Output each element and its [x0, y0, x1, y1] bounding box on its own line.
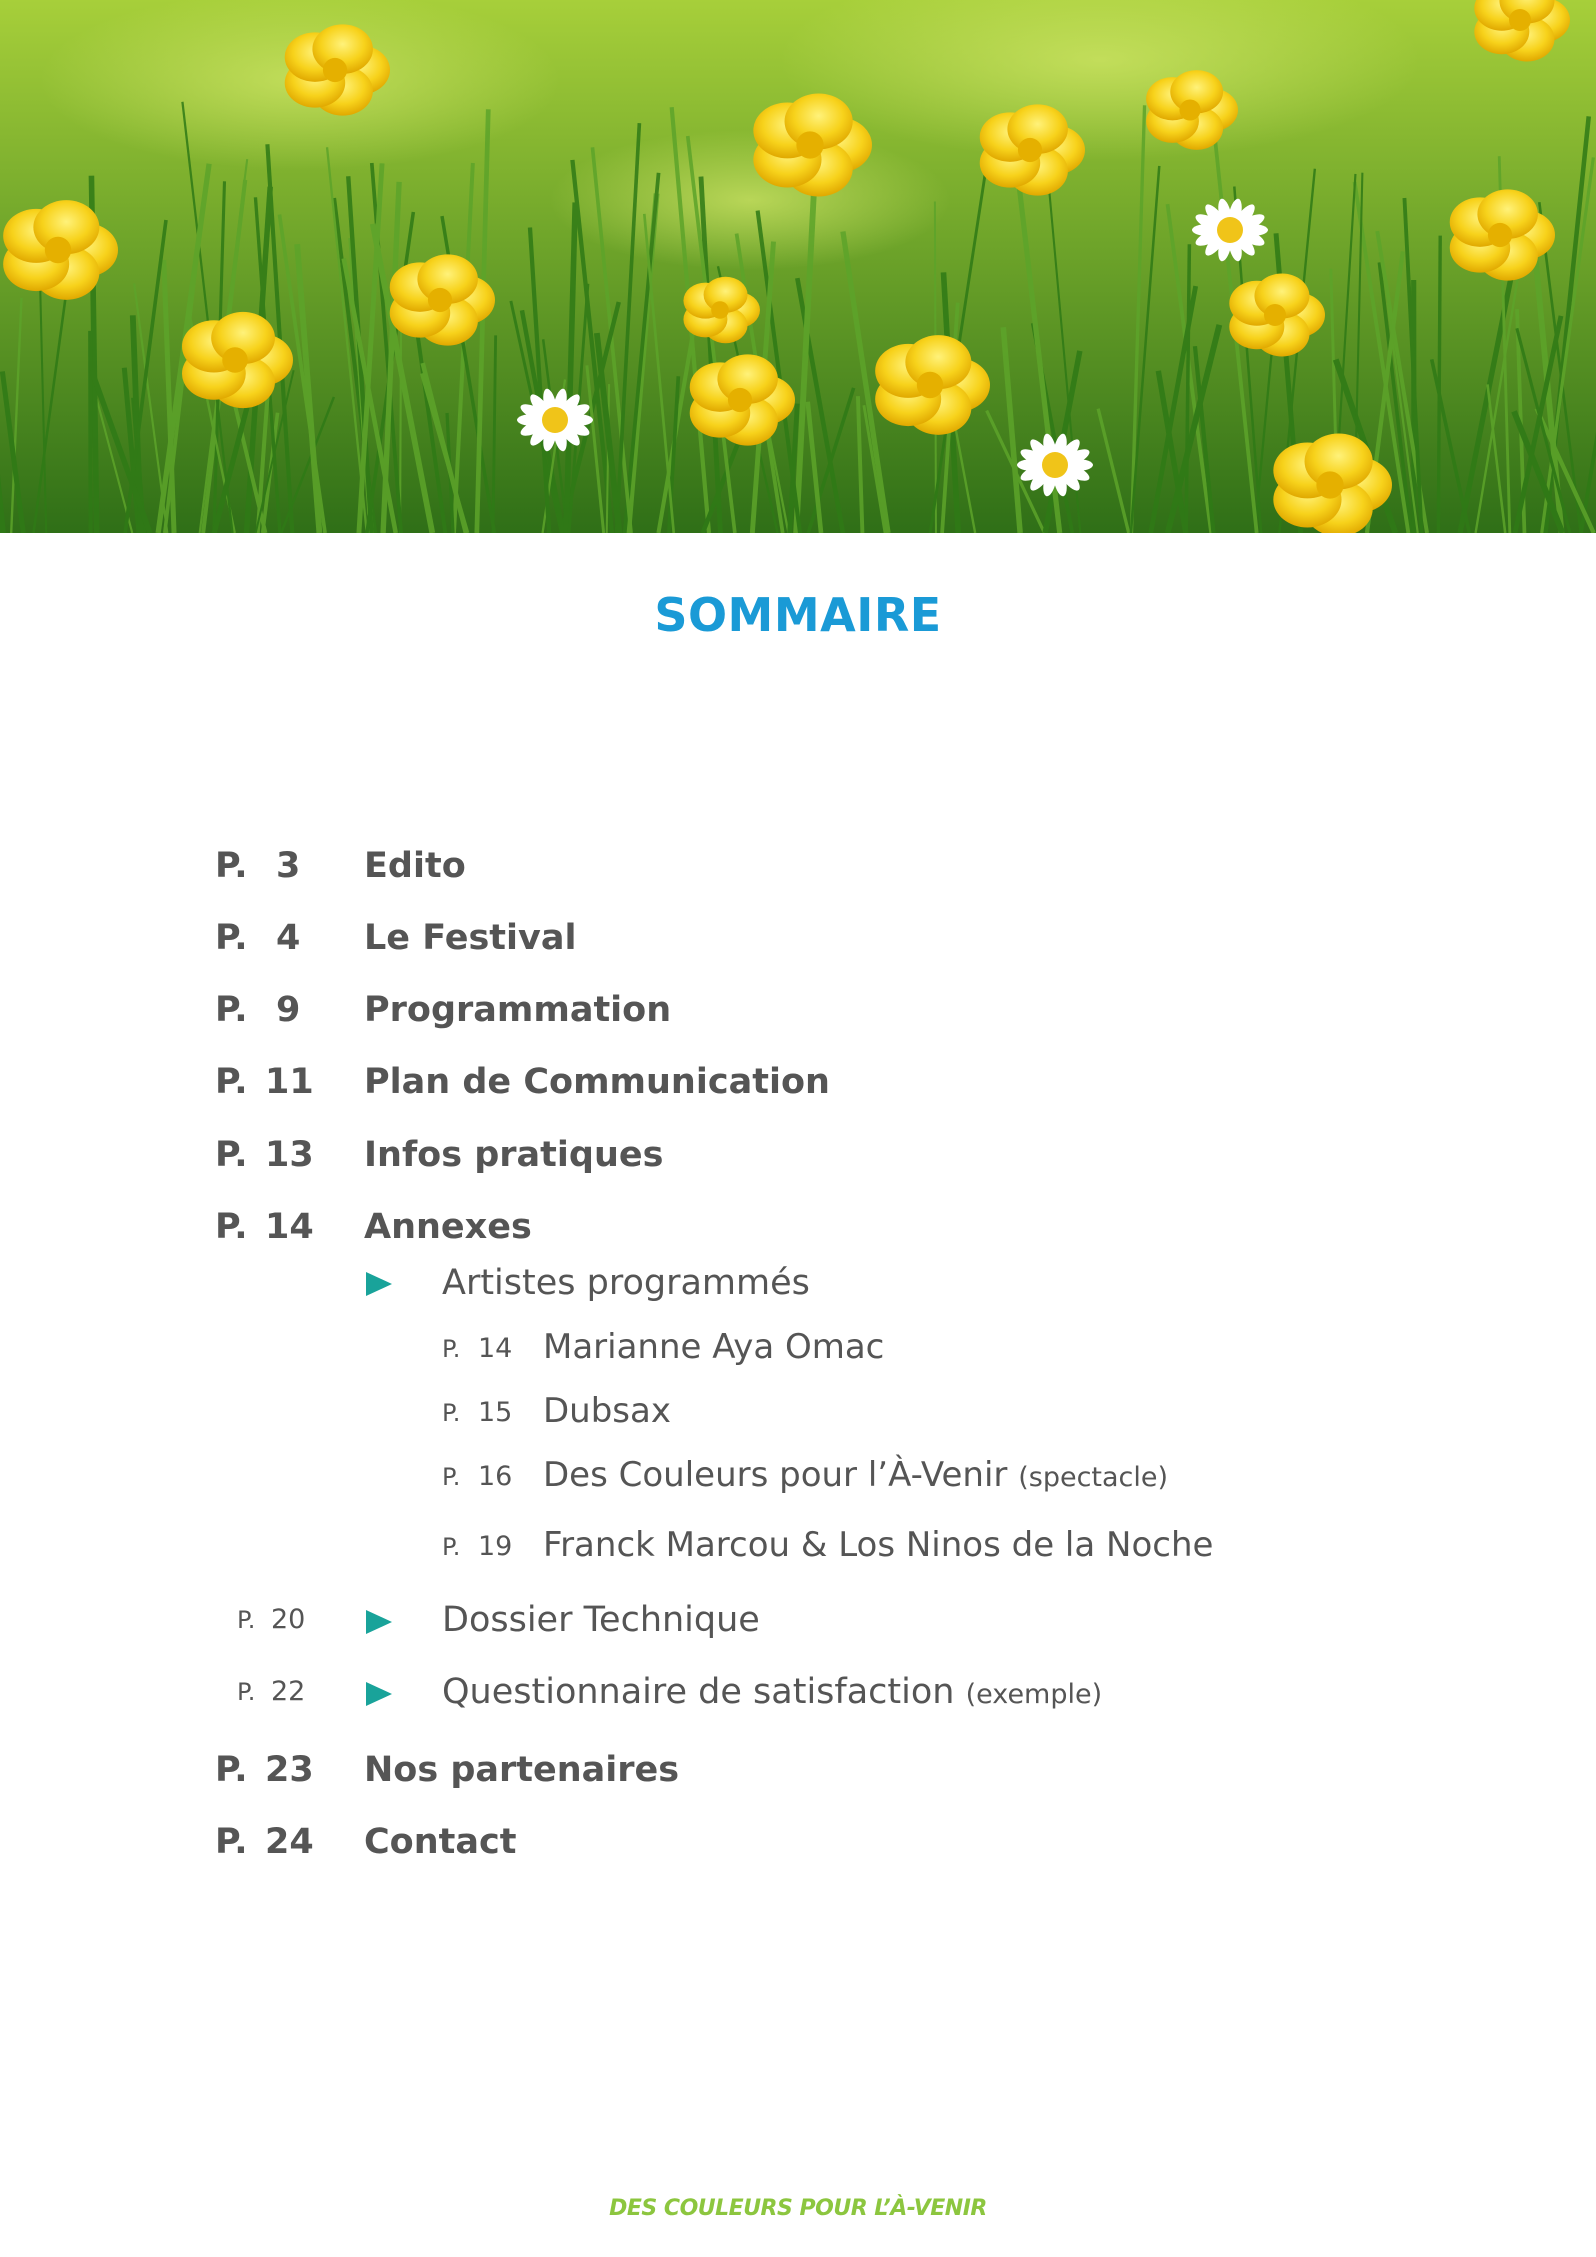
page-number: 16 — [478, 1461, 513, 1492]
annex-entry-title — [442, 1672, 1102, 1712]
page-number: 23 — [265, 1750, 314, 1790]
page-prefix: P. — [215, 846, 248, 886]
header-photo — [0, 0, 1596, 533]
page-number: 19 — [478, 1531, 513, 1562]
triangle-bullet-icon — [366, 1682, 392, 1706]
artist-name — [543, 1455, 1168, 1495]
page-prefix: P. — [215, 1750, 248, 1790]
page-prefix: P. — [442, 1463, 461, 1491]
page-number: 20 — [271, 1604, 306, 1635]
page-number: 3 — [276, 846, 301, 886]
page-prefix: P. — [237, 1606, 256, 1634]
annex-entry-text: Dossier Technique — [442, 1600, 760, 1640]
artist-name — [543, 1525, 1213, 1565]
toc-entry-page — [215, 1750, 314, 1790]
meadow-flowers-image — [0, 0, 1596, 533]
page-number: 14 — [478, 1333, 513, 1364]
toc-entry-title: Infos pratiques — [364, 1135, 664, 1175]
page-prefix: P. — [215, 990, 248, 1030]
toc-entry-page — [215, 918, 301, 958]
artist-name — [543, 1391, 671, 1431]
toc-entry-title: Contact — [364, 1822, 517, 1862]
page-number: 15 — [478, 1397, 513, 1428]
page-prefix: P. — [215, 1822, 248, 1862]
toc-entry-page — [215, 1207, 314, 1247]
toc-entry-title: Programmation — [364, 990, 672, 1030]
annex-subsection-title: Artistes programmés — [442, 1263, 810, 1303]
page-prefix: P. — [215, 918, 248, 958]
page-number: 22 — [271, 1676, 306, 1707]
page-prefix: P. — [215, 1207, 248, 1247]
page-title: SOMMAIRE — [654, 588, 942, 642]
page-prefix: P. — [442, 1399, 461, 1427]
triangle-bullet-icon — [366, 1272, 392, 1296]
annex-entry-text: Questionnaire de satisfaction — [442, 1672, 955, 1712]
artist-entry-page — [442, 1333, 513, 1364]
page-prefix: P. — [215, 1062, 248, 1102]
artist-name-text: Dubsax — [543, 1391, 671, 1431]
page-prefix: P. — [442, 1335, 461, 1363]
artist-name-text: Franck Marcou & Los Ninos de la Noche — [543, 1525, 1214, 1565]
page-number: 24 — [265, 1822, 314, 1862]
toc-entry-title: Annexes — [364, 1207, 532, 1247]
triangle-bullet-icon — [366, 1610, 392, 1634]
page-number: 4 — [276, 918, 301, 958]
toc-entry-title: Nos partenaires — [364, 1750, 680, 1790]
toc-entry-title: Edito — [364, 846, 466, 886]
artist-name-text: Marianne Aya Omac — [543, 1327, 885, 1367]
footer-brand: DES COULEURS POUR L’À-VENIR — [609, 2196, 987, 2221]
toc-entry-page — [215, 846, 301, 886]
artist-entry-page — [442, 1461, 513, 1492]
artist-name-text: Des Couleurs pour l’À-Venir — [543, 1455, 1008, 1495]
page-prefix: P. — [237, 1678, 256, 1706]
annex-entry-page — [237, 1604, 306, 1635]
artist-entry-page — [442, 1397, 513, 1428]
artist-note: (spectacle) — [1018, 1462, 1169, 1493]
page-number: 11 — [265, 1062, 314, 1102]
toc-entry-title: Le Festival — [364, 918, 577, 958]
toc-entry-page — [215, 1062, 314, 1102]
toc-entry-page — [215, 1135, 314, 1175]
artist-name — [543, 1327, 884, 1367]
page-number: 13 — [265, 1135, 314, 1175]
annex-entry-page — [237, 1676, 306, 1707]
annex-entry-title — [442, 1600, 760, 1640]
page-prefix: P. — [442, 1533, 461, 1561]
page-number: 9 — [276, 990, 301, 1030]
toc-entry-page — [215, 1822, 314, 1862]
page-prefix: P. — [215, 1135, 248, 1175]
annex-entry-note: (exemple) — [965, 1679, 1103, 1710]
page-number: 14 — [265, 1207, 314, 1247]
artist-entry-page — [442, 1531, 513, 1562]
toc-entry-title: Plan de Communication — [364, 1062, 830, 1102]
toc-entry-page — [215, 990, 301, 1030]
